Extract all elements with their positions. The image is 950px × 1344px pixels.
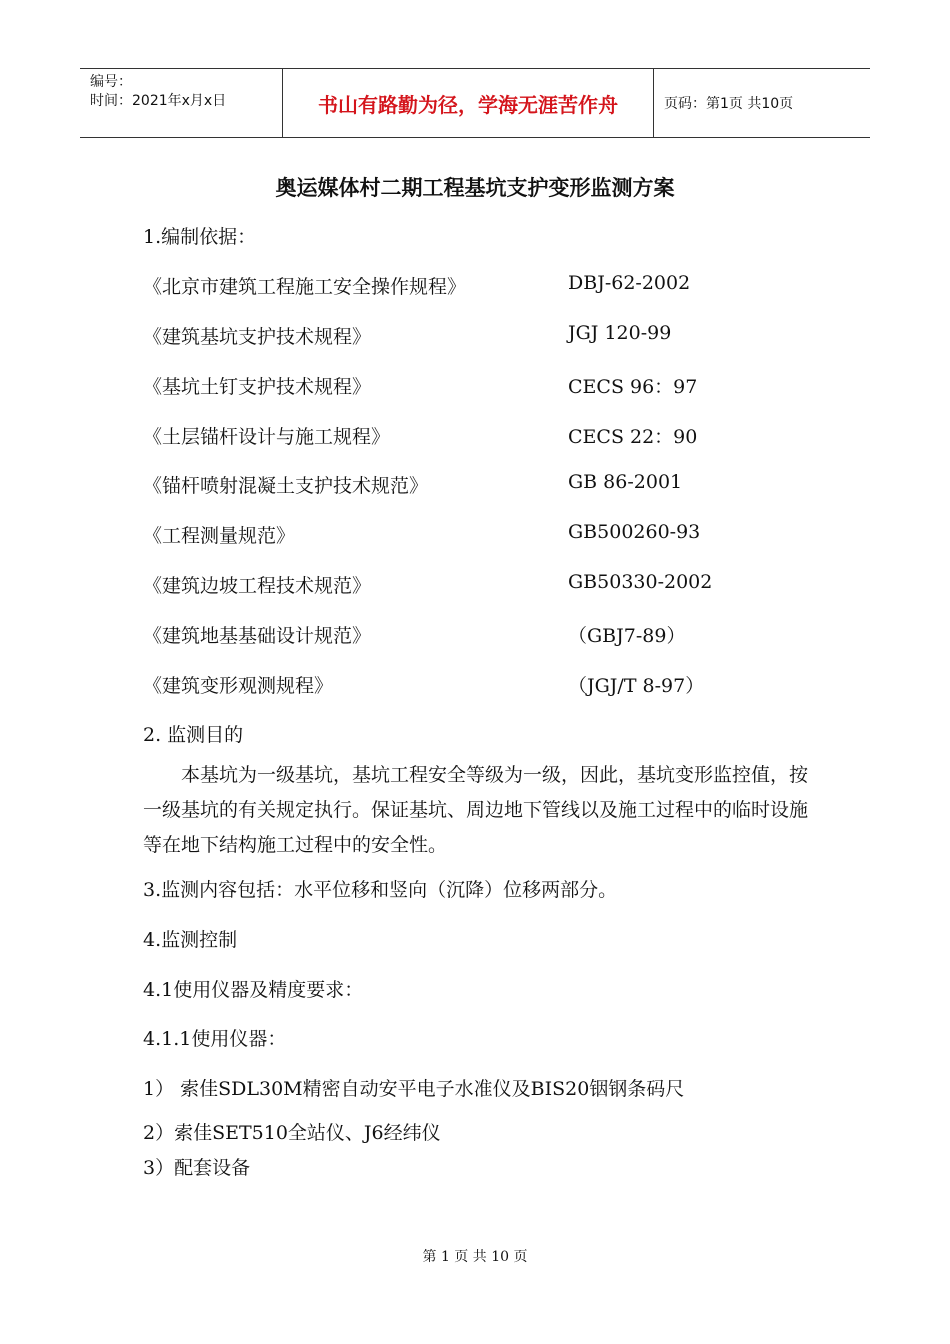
section4-1-heading: 4.1使用仪器及精度要求：	[143, 979, 364, 1001]
list-item: 1） 索佳SDL30M精密自动安平电子水准仪及BIS20铟钢条码尺	[143, 1078, 685, 1100]
ref-code: DBJ-62-2002	[568, 272, 691, 294]
list-item: 2）索佳SET510全站仪、J6经纬仪	[143, 1122, 441, 1144]
ref-name: 《北京市建筑工程施工安全操作规程》	[143, 276, 467, 298]
page-footer: 第 1 页 共 10 页	[422, 1249, 528, 1265]
section4-1-1-heading: 4.1.1使用仪器：	[143, 1028, 287, 1050]
ref-name: 《工程测量规范》	[143, 525, 296, 547]
ref-name: 《建筑基坑支护技术规程》	[143, 326, 372, 348]
section2-paragraph: 本基坑为一级基坑，基坑工程安全等级为一级，因此，基坑变形监控值，按一级基坑的有关规定执行。保证基坑、周边地下管线以及施工过程中的临时设施等在地下结构施工过程中的安全性。	[143, 764, 809, 856]
header-motto: 书山有路勤为径，学海无涯苦作舟	[282, 69, 654, 137]
ref-name: 《锚杆喷射混凝土支护技术规范》	[143, 475, 429, 497]
page-header	[80, 68, 870, 138]
header-meta	[80, 69, 282, 137]
section4-heading: 4.监测控制	[143, 929, 238, 951]
ref-code: GB50330-2002	[568, 571, 713, 593]
list-item: 3）配套设备	[143, 1157, 251, 1179]
ref-name: 《建筑边坡工程技术规范》	[143, 575, 372, 597]
ref-code: （JGJ/T 8-97）	[568, 675, 705, 697]
ref-code: GB 86-2001	[568, 471, 683, 493]
ref-code: （GBJ7-89）	[568, 625, 686, 647]
ref-name: 《土层锚杆设计与施工规程》	[143, 426, 391, 448]
section3-text: 3.监测内容包括：水平位移和竖向（沉降）位移两部分。	[143, 879, 618, 901]
time-label: 时间：2021年x月x日	[90, 93, 227, 109]
number-label: 编号：	[90, 74, 132, 90]
ref-name: 《建筑变形观测规程》	[143, 675, 334, 697]
document-title: 奥运媒体村二期工程基坑支护变形监测方案	[275, 176, 675, 200]
ref-name: 《建筑地基基础设计规范》	[143, 625, 372, 647]
ref-code: CECS 96：97	[568, 376, 698, 398]
section2-heading: 2. 监测目的	[143, 724, 244, 746]
header-page-info: 页码：第1页 共10页	[664, 96, 794, 112]
ref-code: CECS 22：90	[568, 426, 698, 448]
ref-name: 《基坑土钉支护技术规程》	[143, 376, 372, 398]
section1-heading: 1.编制依据：	[143, 226, 257, 248]
ref-code: JGJ 120-99	[568, 322, 672, 344]
ref-code: GB500260-93	[568, 521, 701, 543]
